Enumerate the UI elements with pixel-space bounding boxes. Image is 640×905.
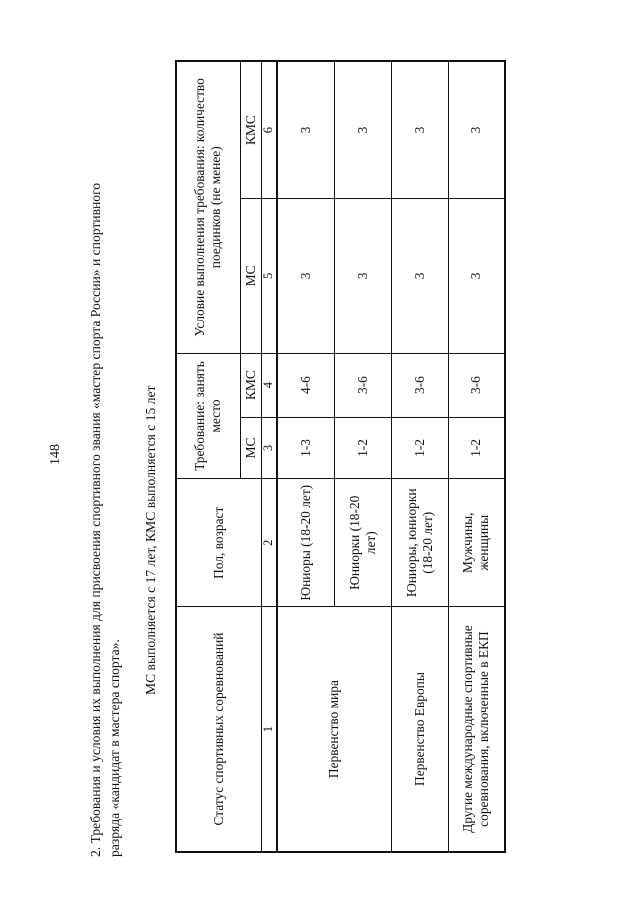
subheader-req-ms: МС [240, 417, 261, 479]
requirements-table [175, 60, 506, 853]
table-row [391, 61, 448, 852]
cell-gender-age: Юниоры, юниорки (18-20 лет) [391, 479, 448, 607]
cell-req-kms: 3-6 [448, 353, 505, 417]
column-number: 6 [261, 61, 277, 199]
cell-req-kms: 3-6 [334, 353, 391, 417]
header-status: Статус спортивных соревнований [176, 607, 261, 852]
cell-gender-age: Юниоры (18-20 лет) [277, 479, 334, 607]
column-number: 4 [261, 353, 277, 417]
column-number: 2 [261, 479, 277, 607]
intro-paragraph [86, 77, 124, 857]
cell-cond-ms: 3 [277, 199, 334, 353]
cell-cond-ms: 3 [334, 199, 391, 353]
header-gender-age: Пол, возраст [176, 479, 261, 607]
cell-cond-ms: 3 [391, 199, 448, 353]
header-requirement: Требование: занять место [176, 353, 240, 479]
cell-req-ms: 1-2 [391, 417, 448, 479]
cell-cond-kms: 3 [334, 61, 391, 199]
cell-gender-age: Мужчины, женщины [448, 479, 505, 607]
column-number: 5 [261, 199, 277, 353]
cell-req-kms: 3-6 [391, 353, 448, 417]
page-number: 148 [48, 444, 63, 465]
cell-cond-ms: 3 [448, 199, 505, 353]
cell-req-ms: 1-2 [334, 417, 391, 479]
intro-line-1: 2. Требования и условия их выполнения для присвоения спортивного звания «мастер спорта России» и спортивного [88, 182, 103, 857]
cell-req-ms: 1-2 [448, 417, 505, 479]
intro-line-2: разряда «кандидат в мастера спорта». [107, 639, 122, 857]
subheader-cond-ms: МС [240, 199, 261, 353]
cell-gender-age: Юниорки (18-20 лет) [334, 479, 391, 607]
cell-cond-kms: 3 [277, 61, 334, 199]
cell-req-ms: 1-3 [277, 417, 334, 479]
table-row [448, 61, 505, 852]
table-row [277, 61, 334, 852]
subheader-cond-kms: КМС [240, 61, 261, 199]
subheader-req-kms: КМС [240, 353, 261, 417]
cell-req-kms: 4-6 [277, 353, 334, 417]
cell-cond-kms: 3 [448, 61, 505, 199]
column-number: 1 [261, 607, 277, 852]
header-condition: Условие выполнения требования: количество поединков (не менее) [176, 61, 240, 353]
column-number: 3 [261, 417, 277, 479]
cell-status: Первенство мира [277, 607, 391, 852]
cell-status: Первенство Европы [391, 607, 448, 852]
cell-status: Другие международные спортивные соревнования, включенные в ЕКП [448, 607, 505, 852]
cell-cond-kms: 3 [391, 61, 448, 199]
table-caption: МС выполняется с 17 лет, КМС выполняется с 15 лет [143, 385, 158, 695]
